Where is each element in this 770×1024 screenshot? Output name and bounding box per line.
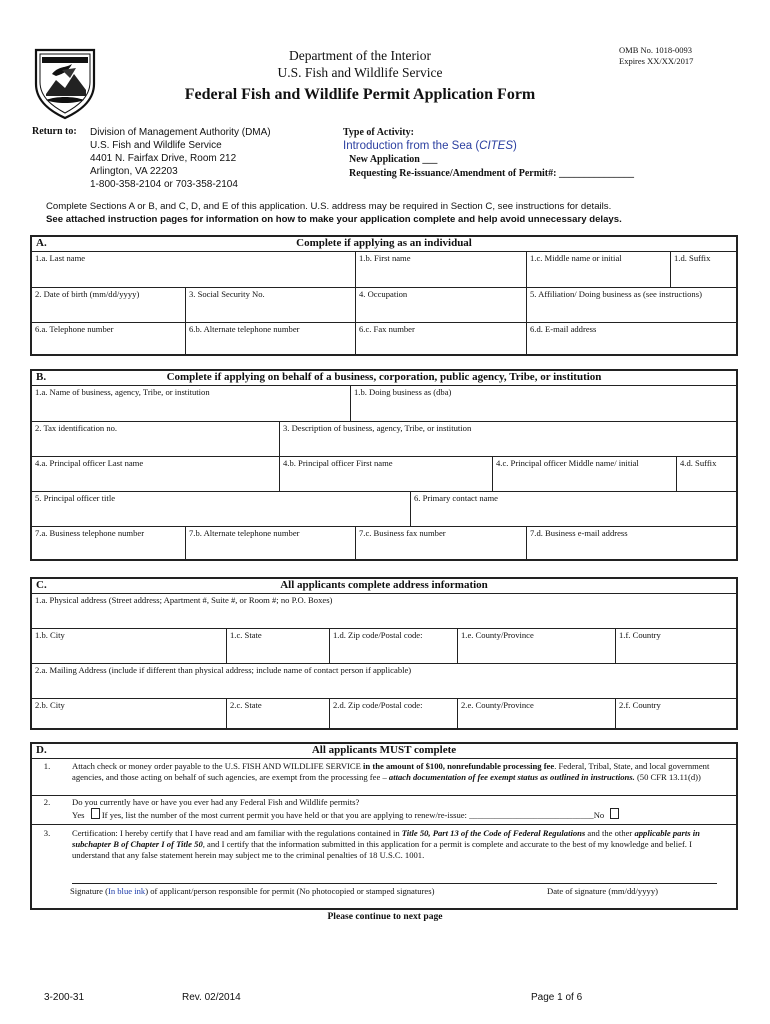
new-application-field[interactable]: New Application ___ (349, 154, 438, 165)
item-1-text (72, 761, 730, 783)
business-email-field[interactable]: 7.d. Business e-mail address (526, 526, 736, 559)
business-name-field[interactable]: 1.a. Name of business, agency, Tribe, or institution (35, 387, 210, 397)
item-1-part-a: Attach check or money order payable to the U.S. FISH AND WILDLIFE SERVICE (72, 761, 364, 771)
agency-line-1: Department of the Interior (288, 48, 432, 63)
omb-info (619, 45, 693, 67)
signature-caption-b: ) of applicant/person responsible for permit (No photocopied or stamped signatures) (145, 886, 435, 896)
officer-title-field[interactable]: 5. Principal officer title (32, 491, 410, 526)
section-b (30, 369, 738, 561)
item-2-no-label: No (593, 810, 605, 820)
section-b-letter: B. (36, 371, 47, 383)
occupation-field[interactable]: 4. Occupation (355, 287, 526, 322)
affiliation-field[interactable]: 5. Affiliation/ Doing business as (see instructions) (526, 287, 736, 322)
activity-name-suffix: ) (513, 139, 517, 152)
item-3-number: 3. (43, 828, 51, 838)
form-number: 3-200-31 (44, 992, 85, 1003)
item-3-part-e: , and I certify that the information submitted in this application for a permit is complete and accurate to the best of my knowledge and belief. I understand that any false statement herein may subject me to the criminal penalties of 18 U.S.C. 1001. (72, 839, 692, 860)
mailing-city-field[interactable]: 2.b. City (32, 698, 226, 728)
section-d-title: All applicants MUST complete (311, 744, 457, 756)
officer-suffix-field[interactable]: 4.d. Suffix (676, 456, 736, 491)
return-address (90, 126, 271, 191)
return-line: 4401 N. Fairfax Drive, Room 212 (90, 153, 237, 164)
instructions-line-1: Complete Sections A or B, and C, D, and E of this application. U.S. address may be required in Section C, see instructions for details. (46, 201, 612, 212)
signature-date-caption: Date of signature (mm/dd/yyyy) (547, 886, 658, 896)
section-a-letter: A. (36, 237, 47, 249)
primary-contact-field[interactable]: 6. Primary contact name (410, 491, 736, 526)
revision-date: Rev. 02/2014 (182, 992, 241, 1003)
item-divider (32, 824, 736, 825)
item-1-fee: in the amount of $100, nonrefundable processing fee (363, 761, 555, 771)
officer-middle-name-field[interactable]: 4.c. Principal officer Middle name/ initial (492, 456, 676, 491)
instructions-line-2: See attached instruction pages for information on how to make your application complete and help avoid unnecessary delays. (46, 214, 622, 225)
last-name-field[interactable]: 1.a. Last name (35, 253, 86, 263)
item-2-text (72, 797, 730, 821)
item-divider (32, 795, 736, 796)
state-field[interactable]: 1.c. State (226, 628, 329, 663)
city-field[interactable]: 1.b. City (32, 628, 226, 663)
signature-caption-a: Signature ( (70, 886, 108, 896)
business-fax-field[interactable]: 7.c. Business fax number (355, 526, 526, 559)
agency-heading (180, 47, 540, 81)
section-b-title: Complete if applying on behalf of a business, corporation, public agency, Tribe, or institution (166, 371, 602, 383)
activity-name-prefix: Introduction from the Sea ( (343, 139, 480, 152)
form-title: Federal Fish and Wildlife Permit Application Form (184, 86, 536, 103)
item-1-cfr: (50 CFR 13.11(d)) (634, 772, 701, 782)
page-number: Page 1 of 6 (531, 992, 583, 1003)
mailing-county-field[interactable]: 2.e. County/Province (457, 698, 615, 728)
return-line: Division of Management Authority (DMA) (90, 127, 271, 138)
county-field[interactable]: 1.e. County/Province (457, 628, 615, 663)
item-3-part-a: Certification: I hereby certify that I have read and am familiar with the regulations contained in (72, 828, 402, 838)
country-field[interactable]: 1.f. Country (615, 628, 736, 663)
section-c-title: All applicants complete address information (280, 579, 488, 591)
item-2-number: 2. (43, 797, 51, 807)
date-of-birth-field[interactable]: 2. Date of birth (mm/dd/yyyy) (32, 287, 185, 322)
section-a-title: Complete if applying as an individual (296, 237, 472, 249)
reissue-permit-field[interactable]: Requesting Re-issuance/Amendment of Permit#: _______________ (349, 167, 634, 179)
business-alt-telephone-field[interactable]: 7.b. Alternate telephone number (185, 526, 355, 559)
section-a-header (32, 237, 736, 252)
omb-number: OMB No. 1018-0093 (619, 45, 692, 55)
type-of-activity (343, 126, 634, 180)
return-line: 1-800-358-2104 or 703-358-2104 (90, 179, 238, 190)
return-line: Arlington, VA 22203 (90, 166, 178, 177)
section-b-header (32, 371, 736, 386)
item-2-question: Do you currently have or have you ever had any Federal Fish and Wildlife permits? (72, 797, 360, 807)
zip-code-field[interactable]: 1.d. Zip code/Postal code: (329, 628, 457, 663)
officer-first-name-field[interactable]: 4.b. Principal officer First name (279, 456, 492, 491)
item-1-part-c: . Federal, Tribal, State, and local government agencies, and those acting on behalf of such agencies, are exempt from the processing fee – (72, 761, 710, 782)
section-d-letter: D. (36, 744, 47, 756)
tax-id-field[interactable]: 2. Tax identification no. (32, 421, 279, 456)
no-checkbox[interactable] (610, 808, 619, 819)
business-description-field[interactable]: 3. Description of business, agency, Tribe, or institution (279, 421, 736, 456)
item-2-permit-number-field[interactable]: If yes, list the number of the most current permit you have held or that you are applying to renew/re-issue: _____________________________ (99, 810, 594, 820)
fax-field[interactable]: 6.c. Fax number (355, 322, 526, 354)
return-line: U.S. Fish and Wildlife Service (90, 140, 222, 151)
omb-expires: Expires XX/XX/2017 (619, 56, 694, 66)
business-telephone-field[interactable]: 7.a. Business telephone number (32, 526, 185, 559)
signature-caption (70, 886, 434, 896)
signature-line[interactable] (72, 883, 717, 884)
activity-label: Type of Activity: (343, 127, 414, 138)
officer-last-name-field[interactable]: 4.a. Principal officer Last name (32, 456, 279, 491)
signature-caption-blue-ink: In blue ink (107, 886, 146, 896)
section-c (30, 577, 738, 730)
activity-name (343, 140, 634, 154)
return-to-label: Return to: (32, 126, 77, 137)
section-d (30, 742, 738, 910)
item-2-yes-label: Yes (72, 810, 85, 820)
dba-field[interactable]: 1.b. Doing business as (dba) (350, 386, 736, 421)
mailing-address-field[interactable]: 2.a. Mailing Address (include if different than physical address; include name of contact person if applicable) (32, 663, 736, 698)
first-name-field[interactable]: 1.b. First name (355, 252, 526, 287)
item-1-exempt-note: attach documentation of fee exempt status as outlined in instructions. (388, 772, 635, 782)
middle-name-field[interactable]: 1.c. Middle name or initial (526, 252, 670, 287)
item-3-text (72, 828, 730, 861)
mailing-country-field[interactable]: 2.f. Country (615, 698, 736, 728)
item-1-number: 1. (43, 761, 51, 771)
suffix-field[interactable]: 1.d. Suffix (670, 252, 736, 287)
telephone-field[interactable]: 6.a. Telephone number (32, 322, 185, 354)
item-3-subchapter: applicable parts in subchapter B of Chapter I of Title 50 (72, 828, 700, 849)
ssn-field[interactable]: 3. Social Security No. (185, 287, 355, 322)
yes-checkbox[interactable] (91, 808, 100, 819)
email-field[interactable]: 6.d. E-mail address (526, 322, 736, 354)
mailing-state-field[interactable]: 2.c. State (226, 698, 329, 728)
activity-name-cites: CITES (479, 139, 514, 152)
item-3-cfr-title: Title 50, Part 13 of the Code of Federal Regulations (401, 828, 586, 838)
section-c-letter: C. (36, 579, 47, 591)
alt-telephone-field[interactable]: 6.b. Alternate telephone number (185, 322, 355, 354)
section-d-header (32, 744, 736, 759)
instructions (46, 200, 726, 226)
section-a (30, 235, 738, 356)
mailing-zip-field[interactable]: 2.d. Zip code/Postal code: (329, 698, 457, 728)
physical-address-field[interactable]: 1.a. Physical address (Street address; Apartment #, Suite #, or Room #; no P.O. Boxes) (35, 595, 333, 605)
continue-note: Please continue to next page (327, 911, 443, 922)
usfws-logo (32, 44, 98, 120)
agency-line-2: U.S. Fish and Wildlife Service (277, 65, 443, 80)
item-3-part-c: and the other (585, 828, 635, 838)
item-2-permit-line (72, 808, 730, 821)
section-c-header (32, 579, 736, 594)
